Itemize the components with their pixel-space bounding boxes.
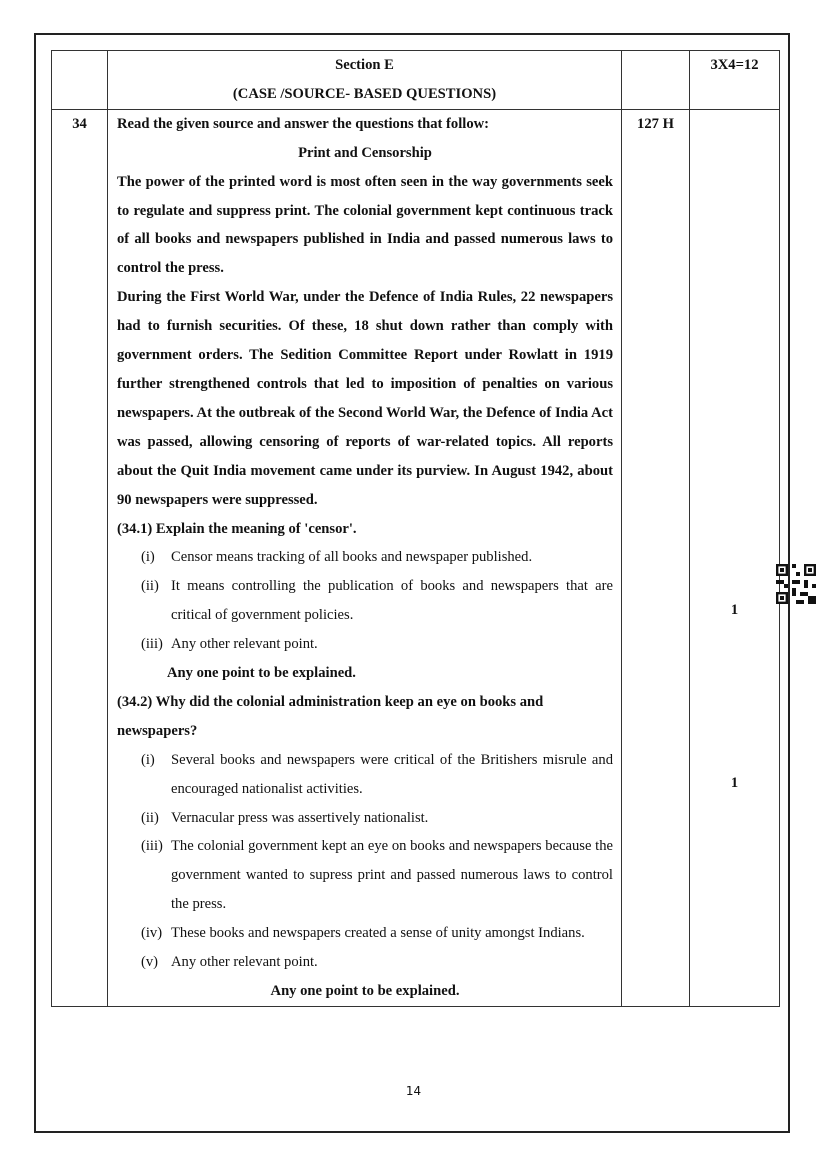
section-header-row <box>52 51 780 110</box>
subquestion-1-label: (34.1) Explain the meaning of 'censor'. <box>117 520 357 537</box>
question-34-row <box>52 109 780 1006</box>
page-reference: 127 H <box>622 109 690 1006</box>
question-content <box>108 109 622 1006</box>
header-ref-cell <box>622 51 690 110</box>
subquestion-1-note: Any one point to be explained. <box>167 665 356 682</box>
qr-code-icon <box>776 564 816 604</box>
list-item: (iii) Any other relevant point. <box>141 636 318 653</box>
list-item: (ii) Vernacular press was assertively nationalist. <box>141 809 429 826</box>
section-title: Section E <box>335 57 394 73</box>
subquestion-2-mark: 1 <box>730 774 739 791</box>
subquestion-1-mark: 1 <box>730 601 739 618</box>
marking-scheme-table <box>51 50 780 1007</box>
question-number: 34 <box>52 109 108 1006</box>
list-item: (i) Censor means tracking of all books and newspaper published. <box>141 549 533 566</box>
section-heading-cell <box>108 51 622 110</box>
marks-total: 3X4=12 <box>690 51 780 110</box>
subquestion-2-label: (34.2) Why did the colonial administration keep an eye on books and newspapers? <box>117 693 544 739</box>
list-item: (iv) These books and newspapers created a sense of unity amongst Indians. <box>141 925 585 942</box>
subquestion-2-points <box>117 746 613 977</box>
list-item: (v) Any other relevant point. <box>141 954 318 971</box>
list-item: (iii) The colonial government kept an eye on books and newspapers because the government wanted to supress print and passed numerous laws to control the press. <box>141 838 613 913</box>
list-item: (i) Several books and newspapers were critical of the Britishers misrule and encouraged nationalist activities. <box>141 751 613 797</box>
section-subtitle: (CASE /SOURCE- BASED QUESTIONS) <box>232 85 497 102</box>
page-number: 14 <box>405 1084 422 1098</box>
subquestion-2-note: Any one point to be explained. <box>270 983 460 999</box>
source-paragraph-1: The power of the printed word is most often seen in the way governments seek to regulate and suppress print. The colonial government kept continuous track of all books and newspapers published in India and passed numerous laws to control the press. <box>117 173 613 277</box>
source-paragraph-2: During the First World War, under the Defence of India Rules, 22 newspapers had to furnish securities. Of these, 18 shut down rather than comply with government orders. The Sedition Committee Report under Rowlatt in 1919 further strengthened controls that led to imposition of penalties on various newspapers. At the outbreak of the Second World War, the Defence of India Act was passed, allowing censoring of reports of war-related topics. All reports about the Quit India movement came under its purview. In August 1942, about 90 newspapers were suppressed. <box>117 289 613 508</box>
subquestion-1-points <box>117 543 613 659</box>
question-instruction: Read the given source and answer the questions that follow: <box>117 115 490 132</box>
header-qno-cell <box>52 51 108 110</box>
list-item: (ii) It means controlling the publication of books and newspapers that are critical of government policies. <box>141 578 613 624</box>
marks-cell <box>690 109 780 1006</box>
source-title: Print and Censorship <box>298 144 432 161</box>
